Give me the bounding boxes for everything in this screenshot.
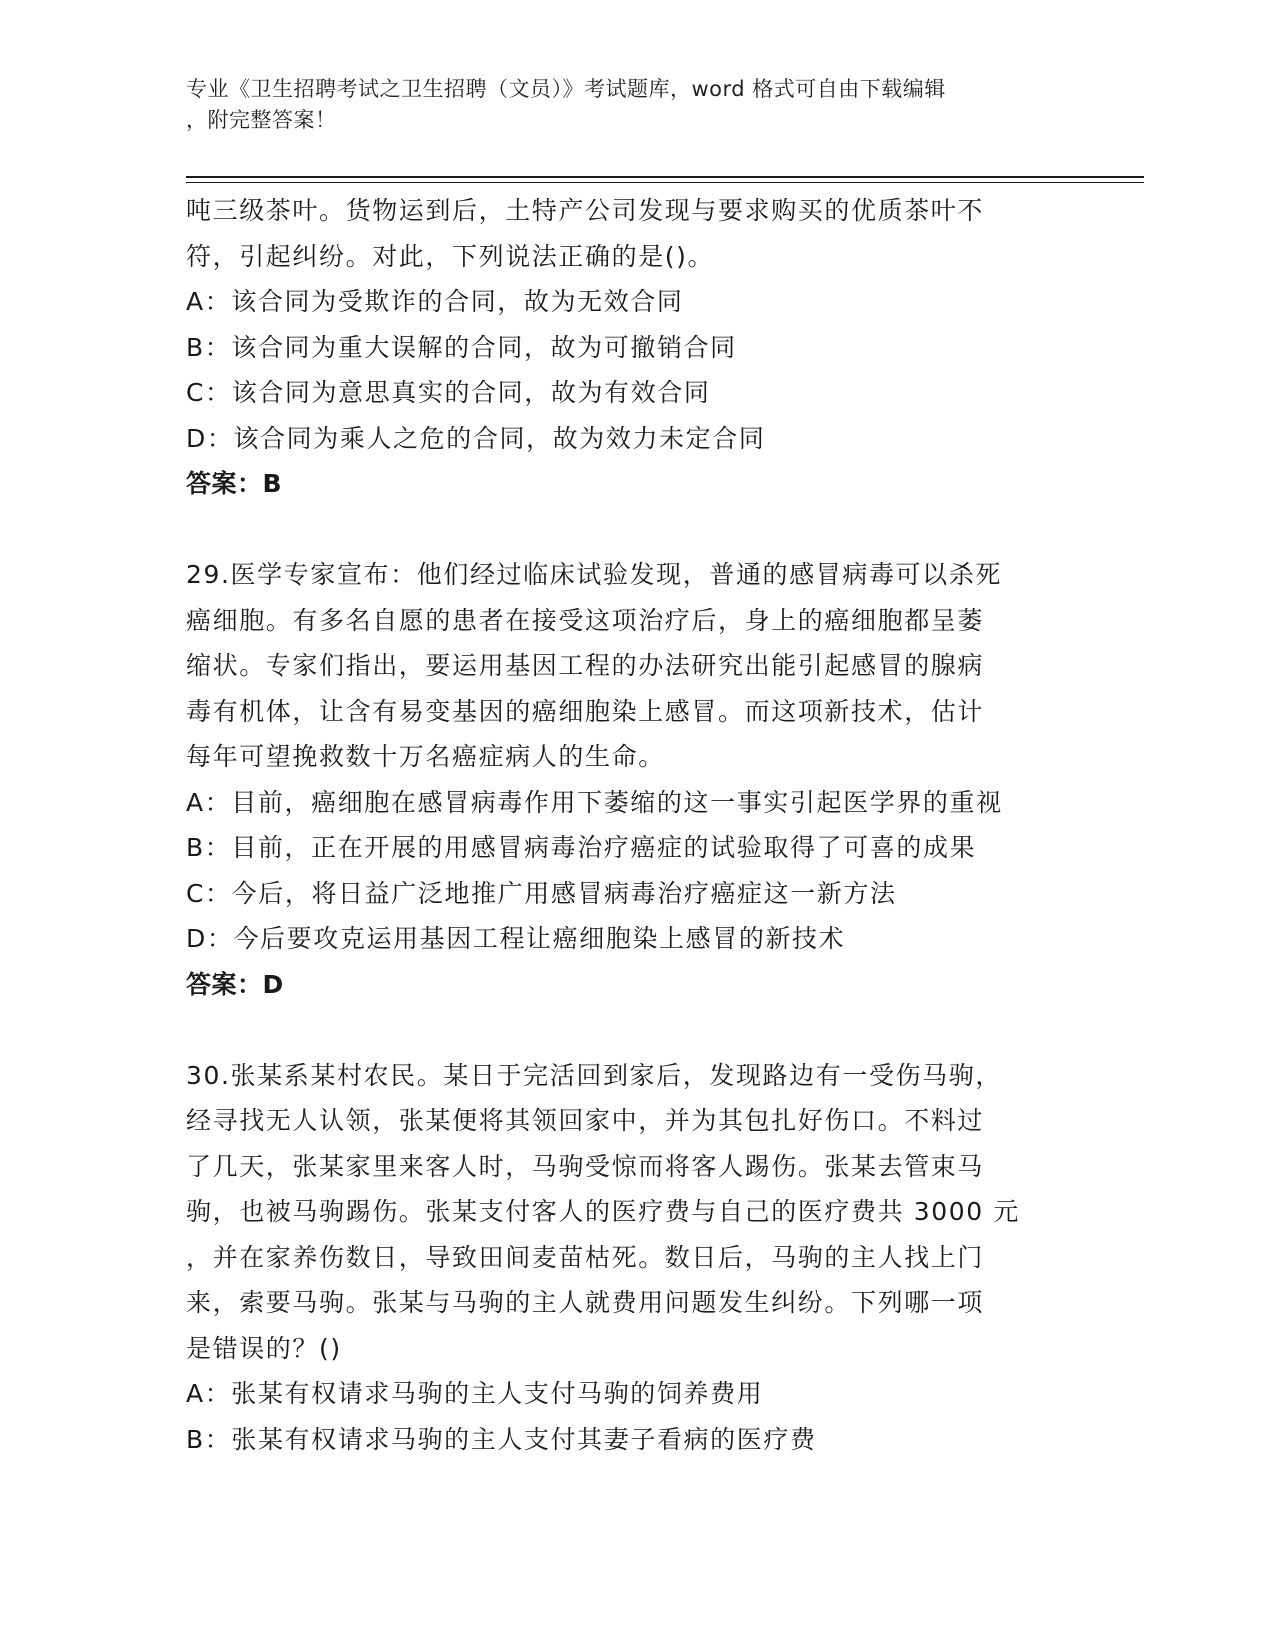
answer-label: 答案：B [186, 469, 283, 498]
option-b: B：张某有权请求马驹的主人支付其妻子看病的医疗费 [186, 1424, 817, 1454]
question-text-line: 驹，也被马驹踢伤。张某支付客人的医疗费与自己的医疗费共 3000 元 [186, 1197, 1020, 1226]
question-text-line: 癌细胞。有多名自愿的患者在接受这项治疗后，身上的癌细胞都呈萎 [186, 605, 985, 635]
option-c: C：今后，将日益广泛地推广用感冒病毒治疗癌症这一新方法 [186, 878, 897, 908]
question-text-line: 符，引起纠纷。对此，下列说法正确的是()。 [186, 241, 715, 271]
page-header [186, 74, 1086, 136]
option-a: A：张某有权请求马驹的主人支付马驹的饲养费用 [186, 1379, 764, 1408]
option-b: B：目前，正在开展的用感冒病毒治疗癌症的试验取得了可喜的成果 [186, 833, 977, 862]
question-28 [186, 188, 1086, 507]
header-line-2: ，附完整答案！ [186, 108, 337, 132]
question-29 [186, 552, 1086, 1007]
question-text-line: 缩状。专家们指出，要运用基因工程的办法研究出能引起感冒的腺病 [186, 651, 985, 680]
option-d: D：该合同为乘人之危的合同，故为效力未定合同 [186, 423, 766, 453]
question-text-line: 经寻找无人认领，张某便将其领回家中，并为其包扎好伤口。不料过 [186, 1106, 985, 1135]
question-text-line: 毒有机体，让含有易变基因的癌细胞染上感冒。而这项新技术，估计 [186, 696, 985, 726]
question-text-line: 29.医学专家宣布：他们经过临床试验发现，普通的感冒病毒可以杀死 [186, 560, 1002, 589]
option-c: C：该合同为意思真实的合同，故为有效合同 [186, 378, 711, 407]
question-text-line: 是错误的？() [186, 1333, 342, 1363]
header-rule-thick [186, 176, 1144, 178]
header-rule-thin [186, 182, 1144, 183]
question-text-line: 每年可望挽救数十万名癌症病人的生命。 [186, 742, 665, 771]
answer-label: 答案：D [186, 969, 284, 999]
question-text-line: 来，索要马驹。张某与马驹的主人就费用问题发生纠纷。下列哪一项 [186, 1288, 985, 1317]
option-d: D：今后要攻克运用基因工程让癌细胞染上感冒的新技术 [186, 924, 846, 953]
question-30 [186, 1053, 1086, 1463]
question-text-line: 30.张某系某村农民。某日于完活回到家后，发现路边有一受伤马驹， [186, 1060, 1002, 1090]
question-text-line: 吨三级茶叶。货物运到后，土特产公司发现与要求购买的优质茶叶不 [186, 196, 985, 225]
question-text-line: 了几天，张某家里来客人时，马驹受惊而将客人踢伤。张某去管束马 [186, 1151, 985, 1181]
question-text-line: ，并在家养伤数日，导致田间麦苗枯死。数日后，马驹的主人找上门 [186, 1242, 985, 1272]
spacer [186, 1007, 1086, 1053]
question-content [186, 188, 1086, 1462]
spacer [186, 507, 1086, 553]
option-a: A：目前，癌细胞在感冒病毒作用下萎缩的这一事实引起医学界的重视 [186, 787, 1003, 817]
option-a: A：该合同为受欺诈的合同，故为无效合同 [186, 287, 684, 316]
option-b: B：该合同为重大误解的合同，故为可撤销合同 [186, 332, 737, 362]
header-line-1: 专业《卫生招聘考试之卫生招聘（文员）》考试题库，word 格式可自由下载编辑 [186, 77, 946, 101]
